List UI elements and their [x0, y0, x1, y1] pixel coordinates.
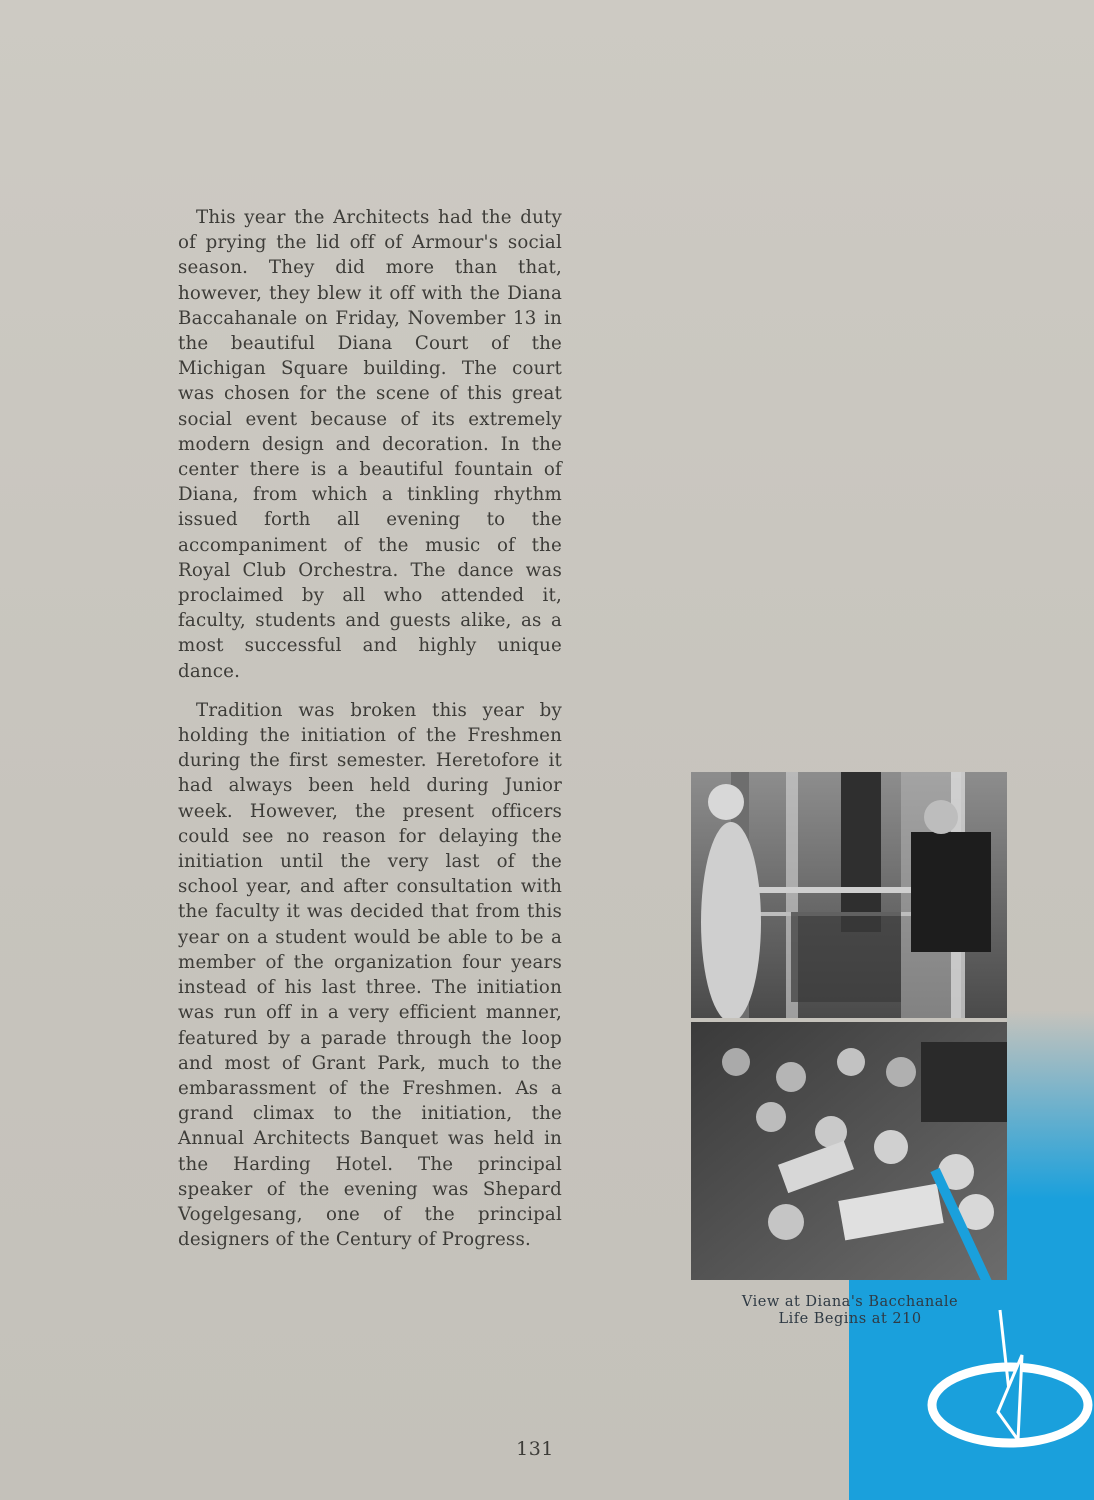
page-number: 131: [516, 1438, 554, 1460]
article-paragraph-2: Tradition was broken this year by holding the initiation of the Freshmen during the first semester. Heretofore it had always been held during Junior week. However, the present officers could see no reason for delaying the initiation until the very last of the school year, and after consultation with the faculty it was decided that from this year on a student would be able to be a member of the organization four years instead of his last three. The initiation was run off in a very efficient manner, featured by a parade through the loop and most of Grant Park, much to the embarassment of the Freshmen. As a grand climax to the initiation, the Annual Architects Banquet was held in the Harding Hotel. The principal speaker of the evening was Shepard Vogelgesang, one of the principal designers of the Century of Progress.: [178, 699, 562, 1251]
photo-diana-bacchanale: [691, 772, 1007, 1018]
article-paragraph-1: This year the Architects had the duty of prying the lid off of Armour's social season. They did more than that, however, they blew it off with the Diana Baccahanale on Friday, November 13 in the beautiful Diana Court of the Michigan Square building. The court was chosen for the scene of this great social event because of its extremely modern design and decoration. In the center there is a beautiful fountain of Diana, from which a tinkling rhythm issued forth all evening to the accompaniment of the music of the Royal Club Orchestra. The dance was proclaimed by all who attended it, faculty, students and guests alike, as a most successful and highly unique dance.: [178, 207, 562, 682]
photo-caption: [700, 1294, 1000, 1328]
article-text: [178, 205, 562, 1266]
caption-line-2: Life Begins at 210: [778, 1311, 922, 1327]
caption-line-1: View at Diana's Bacchanale: [741, 1294, 959, 1310]
